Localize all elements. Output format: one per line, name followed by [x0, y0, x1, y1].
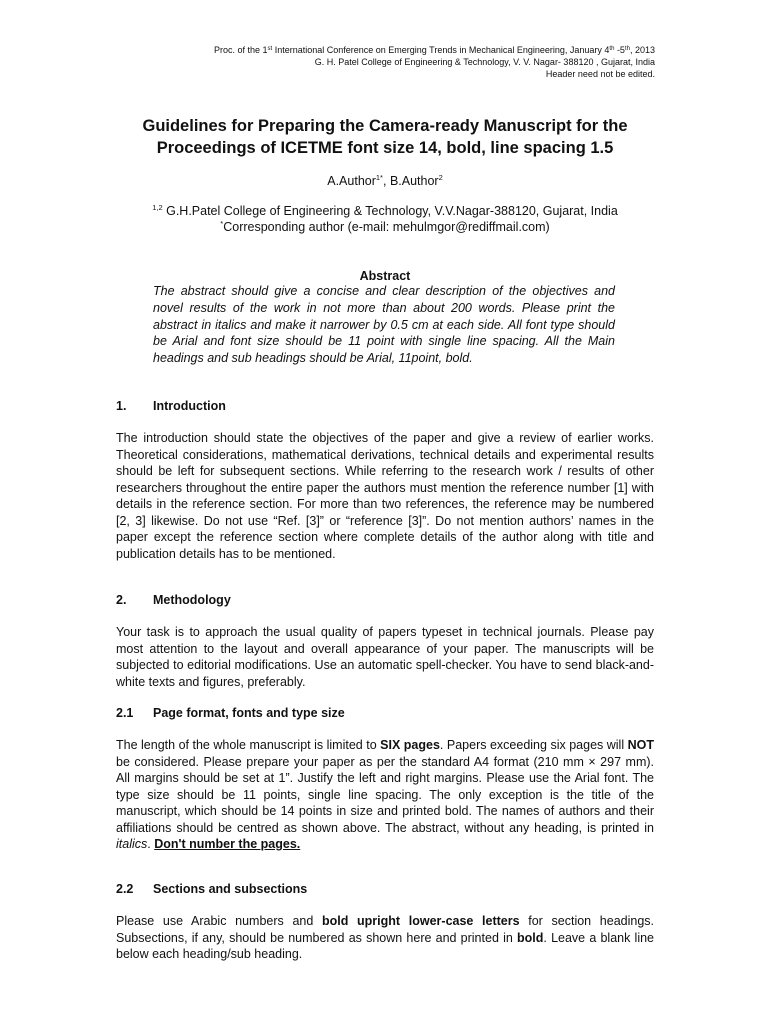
subsection-heading-sections: 2.2 Sections and subsections — [116, 882, 308, 896]
abstract-heading: Abstract — [359, 269, 411, 283]
section-heading-methodology: 2. Methodology — [116, 593, 231, 607]
subsection-heading-page-format: 2.1 Page format, fonts and type size — [116, 706, 345, 720]
affiliation — [116, 203, 654, 235]
section-body-introduction: The introduction should state the objectives of the paper and give a review of earlier works. Theoretical considerations, mathematical derivations, technical details and experimental results should be left for subsequent sections. While referring to the research work / results of other researchers throughout the entire paper the authors must mention the reference number [1] with details in the reference section. For more than two references, the reference may be numbered [2, 3] likewise. Do not use “Ref. [3]” or “reference [3]”. Do not mention authors’ names in the paper except the reference section where complete details of the author along with title and publication details has to be mentioned. — [116, 431, 654, 561]
subsection-body-page-format: The length of the whole manuscript is limited to SIX pages. Papers exceeding six pages will NOT be considered. Please prepare your paper as per the standard A4 format (210 mm × 297 mm). All margins should be set at 1”. Justify the left and right margins. Please use the Arial font. The type size should be 11 points, single line spacing. The only exception is the title of the manuscript, which should be 14 points in size and printed bold. The names of authors and their affiliations should be centred as shown above. The abstract, without any heading, is printed in italics. Don't number the pages. — [116, 738, 654, 851]
author-1: A.Author — [327, 174, 376, 188]
header-line-3: Header need not be edited. — [545, 69, 655, 79]
author-list: A.Author$^{1*}$, B.Author$^2$ — [327, 173, 443, 188]
affiliation-line: $^{1,2}$ G.H.Patel College of Engineering & Technology, V.V.Nagar-388120, Gujarat, India — [152, 203, 618, 218]
author-2: B.Author — [389, 174, 439, 188]
header-line-2: G. H. Patel College of Engineering & Technology, V. V. Nagar- 388120 , Gujarat, India — [314, 57, 655, 67]
corresponding-author: *Corresponding author (e-mail: mehulmgor@rediffmail.com) — [220, 219, 550, 234]
section-heading-introduction: 1. Introduction — [116, 399, 226, 413]
section-body-methodology: Your task is to approach the usual quality of papers typeset in technical journals. Please pay most attention to the layout and overall appearance of your paper. The manuscripts will be subjected to editorial modifications. Use an automatic spell-checker. You have to send black-and-white texts and figures, preferably. — [116, 625, 654, 689]
abstract-body: The abstract should give a concise and clear description of the objectives and novel results of the work in not more than about 200 words. Please print the abstract in italics and make it narrower by 0.5 cm at each side. All font type should be Arial and font size should be 11 point with single line spacing. All the Main headings and sub headings should be Arial, 11point, bold. — [153, 284, 615, 366]
header-line-1: Proc. of the 1st International Conference on Emerging Trends in Mechanical Engineering, January 4th -5th, 2013 — [214, 45, 655, 55]
subsection-body-sections: Please use Arabic numbers and bold upright lower-case letters for section headings. Subsections, if any, should be numbered as shown here and printed in bold. Leave a blank line below each heading/sub heading. — [116, 914, 655, 961]
page-header — [95, 44, 655, 80]
paper-title: Guidelines for Preparing the Camera-ready Manuscript for the Proceedings of ICETME font size 14, bold, line spacing 1.5 — [142, 117, 628, 157]
